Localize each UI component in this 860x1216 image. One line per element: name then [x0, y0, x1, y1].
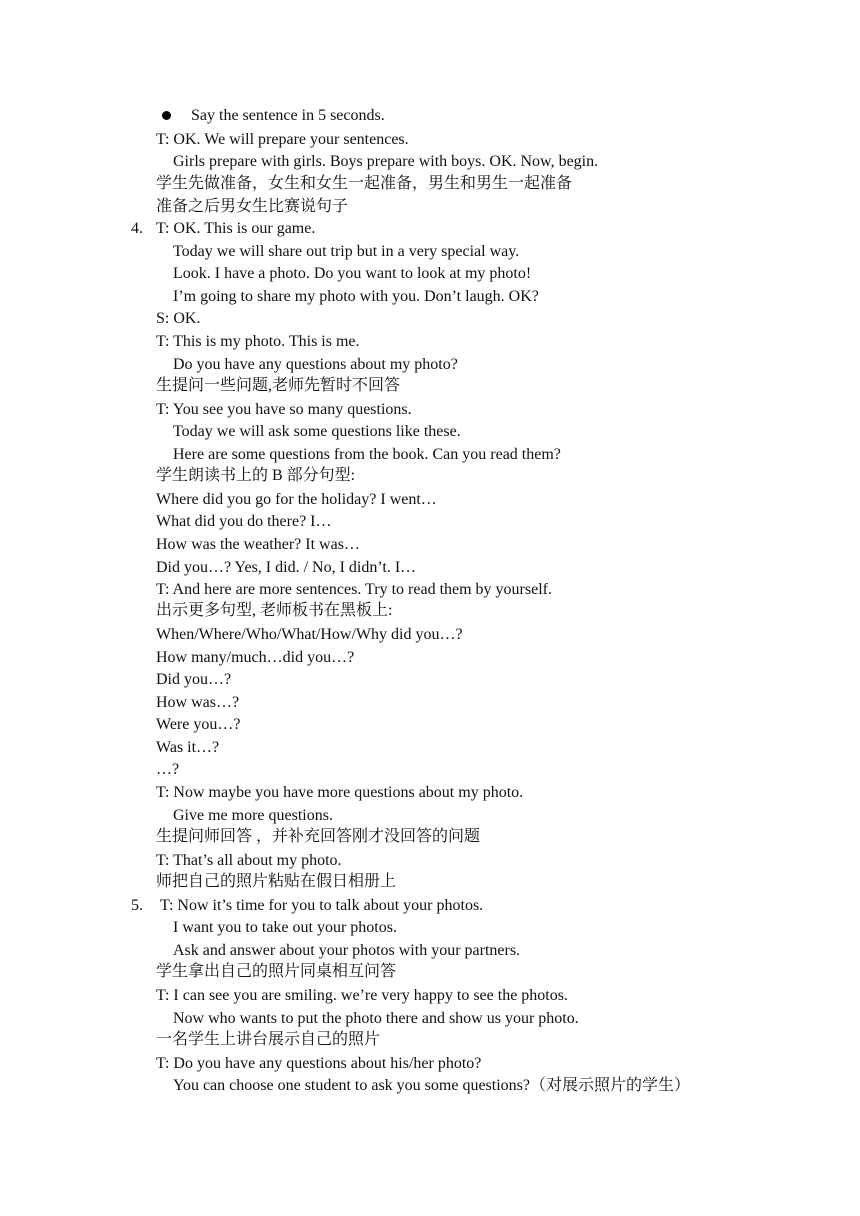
text-line: T: OK. This is our game. [156, 220, 316, 237]
text-line: T: You see you have so many questions. [156, 401, 412, 418]
text-line: T: OK. We will prepare your sentences. [156, 131, 409, 148]
text-line: Today we will share out trip but in a very special way. [173, 243, 520, 260]
text-line: How was…? [156, 694, 240, 711]
text-line: Girls prepare with girls. Boys prepare with boys. OK. Now, begin. [173, 153, 599, 170]
text-line: How many/much…did you…? [156, 649, 355, 666]
text-line: Do you have any questions about my photo? [173, 356, 458, 373]
text-line: T: Now it’s time for you to talk about your photos. [160, 897, 484, 914]
text-line: Were you…? [156, 716, 241, 733]
text-line: 学生拿出自己的照片同桌相互问答 [156, 963, 397, 980]
text-line: 出示更多句型, 老师板书在黑板上: [156, 602, 393, 619]
text-line: Today we will ask some questions like these. [173, 423, 461, 440]
text-line: 准备之后男女生比赛说句子 [156, 198, 349, 215]
text-line: I want you to take out your photos. [173, 919, 397, 936]
text-line: Did you…? [156, 671, 232, 688]
text-line: T: This is my photo. This is me. [156, 333, 360, 350]
text-line: 一名学生上讲台展示自己的照片 [156, 1031, 381, 1048]
text-line: Say the sentence in 5 seconds. [191, 107, 385, 124]
text-line: S: OK. [156, 310, 201, 327]
text-line: Where did you go for the holiday? I went… [156, 491, 437, 508]
text-line: Ask and answer about your photos with your partners. [173, 942, 521, 959]
text-line: 师把自己的照片粘贴在假日相册上 [156, 873, 397, 890]
text-line: 学生先做准备，女生和女生一起准备，男生和男生一起准备 [156, 175, 573, 192]
text-line: Now who wants to put the photo there and show us your photo. [173, 1010, 579, 1027]
list-number: 4. [131, 220, 143, 237]
text-line: 学生朗读书上的 B 部分句型: [156, 467, 356, 484]
text-line: …? [156, 761, 180, 778]
text-line: Here are some questions from the book. Can you read them? [173, 446, 561, 463]
text-line: I’m going to share my photo with you. Don’t laugh. OK? [173, 288, 539, 305]
text-line: What did you do there? I… [156, 513, 332, 530]
text-line: Give me more questions. [173, 807, 333, 824]
text-line: You can choose one student to ask you some questions?（对展示照片的学生） [173, 1077, 691, 1094]
text-line: 生提问一些问题,老师先暂时不回答 [156, 377, 401, 394]
text-line: T: Do you have any questions about his/her photo? [156, 1055, 482, 1072]
text-line: When/Where/Who/What/How/Why did you…? [156, 626, 463, 643]
text-line: T: That’s all about my photo. [156, 852, 342, 869]
text-line: T: Now maybe you have more questions about my photo. [156, 784, 524, 801]
text-line: Was it…? [156, 739, 220, 756]
bullet-icon [162, 111, 171, 120]
text-line: T: And here are more sentences. Try to read them by yourself. [156, 581, 552, 598]
text-line: How was the weather? It was… [156, 536, 360, 553]
text-line: Look. I have a photo. Do you want to look at my photo! [173, 265, 532, 282]
list-number: 5. [131, 897, 143, 914]
text-line: T: I can see you are smiling. we’re very happy to see the photos. [156, 987, 568, 1004]
text-line: Did you…? Yes, I did. / No, I didn’t. I… [156, 559, 417, 576]
text-line: 生提问师回答 ，并补充回答刚才没回答的问题 [156, 828, 481, 845]
